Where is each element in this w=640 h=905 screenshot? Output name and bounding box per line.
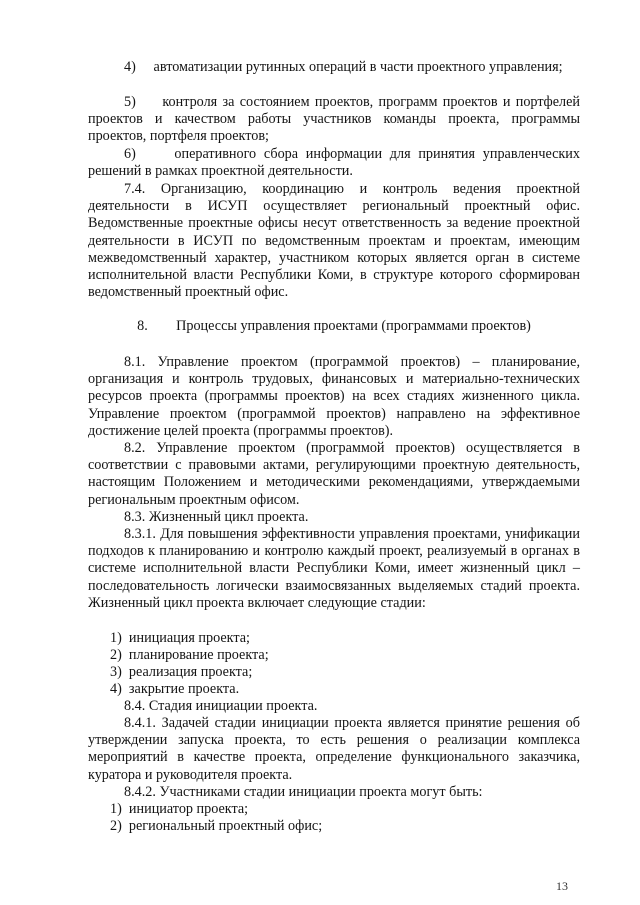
paragraph-8-3-1: 8.3.1. Для повышения эффективности управления проектами, унификации подходов к планированию и контролю каждый проект, реализуемый в органах в системе исполнительной власти Республики Коми, имеет жизненный цикл – последовательность логически взаимосвязанных выделяемых стадий проекта. Жизненный цикл проекта включает следующие стадии: [88, 526, 580, 611]
list-item: 4) закрытие проекта. [110, 681, 240, 697]
page-number: 13 [556, 879, 568, 893]
paragraph-8-3: 8.3. Жизненный цикл проекта. [124, 509, 309, 525]
paragraph-8-4-2: 8.4.2. Участниками стадии инициации проекта могут быть: [124, 784, 483, 800]
paragraph-8-4-1: 8.4.1. Задачей стадии инициации проекта является принятие решения об утверждении запуска проекта, то есть решения о реализации комплекса мероприятий в качестве проекта, определение функционального заказчика, куратора и руководителя проекта. [88, 715, 580, 783]
paragraph-8-4: 8.4. Стадия инициации проекта. [124, 698, 318, 714]
list-item: 1) инициация проекта; [110, 630, 250, 646]
paragraph-5-control: 5) контроля за состоянием проектов, программ проектов и портфелей проектов и качеством работы участников команды проекта, программы проектов, портфеля проектов; [88, 94, 580, 145]
paragraph-7-4: 7.4. Организацию, координацию и контроль ведения проектной деятельности в ИСУП осуществляет региональный проектный офис. Ведомственные проектные офисы несут ответственность за ведение проектной деятельности в ИСУП по ведомственным проектам и проектам, имеющим межведомственный характер, участником которых является орган в системе исполнительной власти Республики Коми, в структуре которого сформирован ведомственный проектный офис. [88, 181, 580, 301]
section-8-heading: 8. Процессы управления проектами (программами проектов) [137, 318, 531, 334]
list-item: 1) инициатор проекта; [110, 801, 249, 817]
list-item: 3) реализация проекта; [110, 664, 253, 680]
list-item: 2) планирование проекта; [110, 647, 269, 663]
paragraph-6-info-collection: 6) оперативного сбора информации для принятия управленческих решений в рамках проектной деятельности. [88, 146, 580, 180]
paragraph-4-automation: 4) автоматизации рутинных операций в части проектного управления; [124, 59, 563, 75]
list-item: 2) региональный проектный офис; [110, 818, 323, 834]
paragraph-8-2: 8.2. Управление проектом (программой проектов) осуществляется в соответствии с правовыми актами, регулирующими проектную деятельность, настоящим Положением и методическими рекомендациями, утверждаемыми региональным проектным офисом. [88, 440, 580, 508]
paragraph-8-1: 8.1. Управление проектом (программой проектов) – планирование, организация и контроль трудовых, финансовых и материально-технических ресурсов проекта (программы проектов) на всех стадиях жизненного цикла. Управление проектом (программой проектов) направлено на эффективное достижение целей проекта (программы проектов). [88, 354, 580, 439]
